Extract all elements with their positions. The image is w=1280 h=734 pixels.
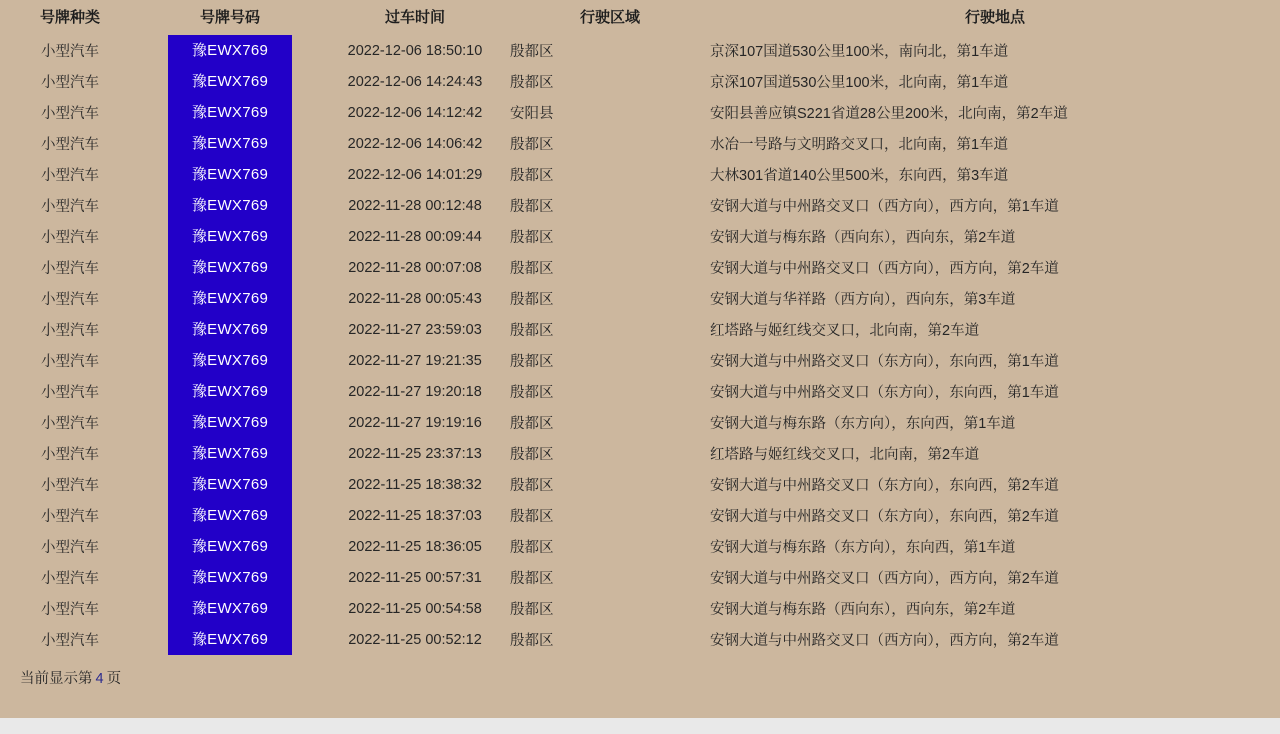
cell-pass-time: 2022-11-25 18:36:05 (348, 538, 482, 555)
cell-plate-type: 小型汽车 (41, 385, 99, 401)
cell-plate-type: 小型汽车 (41, 106, 99, 122)
table-row[interactable] (0, 438, 1280, 469)
cell-region: 殷都区 (510, 354, 554, 370)
cell-plate-type: 小型汽车 (41, 478, 99, 494)
plate-badge[interactable]: 豫EWX769 (168, 314, 292, 345)
cell-region: 殷都区 (510, 571, 554, 587)
cell-pass-time: 2022-11-25 00:57:31 (348, 569, 482, 586)
cell-region: 殷都区 (510, 199, 554, 215)
cell-plate-type: 小型汽车 (41, 323, 99, 339)
table-row[interactable] (0, 624, 1280, 655)
cell-plate-number (140, 66, 320, 97)
cell-location: 安钢大道与中州路交叉口（西方向），西方向，第2车道 (710, 261, 1059, 277)
cell-pass-time: 2022-11-25 18:37:03 (348, 507, 482, 524)
cell-plate-type: 小型汽车 (41, 230, 99, 246)
cell-plate-type: 小型汽车 (41, 602, 99, 618)
cell-region: 安阳县 (510, 106, 554, 122)
cell-plate-number (140, 159, 320, 190)
cell-plate-number (140, 407, 320, 438)
table-row[interactable] (0, 345, 1280, 376)
cell-location: 红塔路与姬红线交叉口，北向南，第2车道 (710, 447, 980, 463)
cell-plate-number (140, 531, 320, 562)
cell-location: 安钢大道与中州路交叉口（东方向），东向西，第1车道 (710, 354, 1059, 370)
table-header (0, 0, 1280, 35)
cell-plate-type: 小型汽车 (41, 447, 99, 463)
cell-region: 殷都区 (510, 230, 554, 246)
cell-pass-time: 2022-12-06 14:06:42 (347, 135, 483, 152)
plate-badge[interactable]: 豫EWX769 (168, 159, 292, 190)
cell-plate-number (140, 593, 320, 624)
cell-plate-number (140, 35, 320, 66)
cell-plate-number (140, 97, 320, 128)
cell-location: 红塔路与姬红线交叉口，北向南，第2车道 (710, 323, 980, 339)
cell-plate-type: 小型汽车 (41, 75, 99, 91)
cell-location: 安钢大道与中州路交叉口（东方向），东向西，第2车道 (710, 509, 1059, 525)
table-row[interactable] (0, 283, 1280, 314)
cell-location: 安钢大道与梅东路（东方向），东向西，第1车道 (710, 416, 1016, 432)
table-row[interactable] (0, 190, 1280, 221)
table-row[interactable] (0, 407, 1280, 438)
plate-badge[interactable]: 豫EWX769 (168, 593, 292, 624)
cell-region: 殷都区 (510, 168, 554, 184)
column-header-pass-time: 过车时间 (384, 9, 445, 26)
cell-plate-number (140, 438, 320, 469)
table-row[interactable] (0, 531, 1280, 562)
cell-plate-type: 小型汽车 (41, 509, 99, 525)
cell-plate-number (140, 221, 320, 252)
cell-pass-time: 2022-12-06 14:12:42 (347, 104, 483, 121)
cell-plate-number (140, 190, 320, 221)
plate-badge[interactable]: 豫EWX769 (168, 500, 292, 531)
cell-pass-time: 2022-11-25 00:52:12 (348, 631, 482, 648)
cell-location: 安钢大道与梅东路（西向东），西向东，第2车道 (710, 602, 1016, 618)
plate-badge[interactable]: 豫EWX769 (168, 531, 292, 562)
cell-pass-time: 2022-11-27 19:20:18 (348, 383, 482, 400)
table-row[interactable] (0, 314, 1280, 345)
plate-badge[interactable]: 豫EWX769 (168, 128, 292, 159)
cell-plate-type: 小型汽车 (41, 540, 99, 556)
cell-location: 安钢大道与梅东路（西向东），西向东，第2车道 (710, 230, 1016, 246)
cell-plate-type: 小型汽车 (41, 633, 99, 649)
plate-badge[interactable]: 豫EWX769 (168, 624, 292, 655)
cell-plate-number (140, 376, 320, 407)
cell-plate-number (140, 345, 320, 376)
cell-plate-type: 小型汽车 (41, 292, 99, 308)
cell-region: 殷都区 (510, 75, 554, 91)
cell-location: 安钢大道与中州路交叉口（西方向），西方向，第1车道 (710, 199, 1059, 215)
plate-badge[interactable]: 豫EWX769 (168, 345, 292, 376)
cell-region: 殷都区 (510, 292, 554, 308)
table-row[interactable] (0, 376, 1280, 407)
cell-location: 京深107国道530公里100米，南向北，第1车道 (710, 44, 1009, 60)
table-header-row (0, 0, 1280, 35)
cell-region: 殷都区 (510, 633, 554, 649)
plate-badge[interactable]: 豫EWX769 (168, 376, 292, 407)
cell-plate-type: 小型汽车 (41, 261, 99, 277)
cell-plate-number (140, 500, 320, 531)
table-row[interactable] (0, 500, 1280, 531)
cell-region: 殷都区 (510, 540, 554, 556)
cell-region: 殷都区 (510, 509, 554, 525)
cell-region: 殷都区 (510, 602, 554, 618)
cell-plate-number (140, 624, 320, 655)
plate-badge[interactable]: 豫EWX769 (168, 283, 292, 314)
pagination-status (0, 667, 1280, 688)
plate-badge[interactable]: 豫EWX769 (168, 35, 292, 66)
plate-badge[interactable]: 豫EWX769 (168, 469, 292, 500)
cell-pass-time: 2022-11-27 19:19:16 (348, 414, 482, 431)
plate-badge[interactable]: 豫EWX769 (168, 190, 292, 221)
cell-pass-time: 2022-11-28 00:07:08 (348, 259, 482, 276)
cell-region: 殷都区 (510, 416, 554, 432)
cell-plate-number (140, 283, 320, 314)
column-header-region: 行驶区域 (579, 9, 640, 26)
cell-plate-type: 小型汽车 (41, 354, 99, 370)
cell-plate-number (140, 469, 320, 500)
cell-plate-type: 小型汽车 (41, 416, 99, 432)
cell-location: 安钢大道与中州路交叉口（西方向），西方向，第2车道 (710, 633, 1059, 649)
cell-region: 殷都区 (510, 385, 554, 401)
table-row[interactable] (0, 97, 1280, 128)
cell-region: 殷都区 (510, 44, 554, 60)
column-header-plate-type: 号牌种类 (39, 9, 100, 26)
cell-plate-type: 小型汽车 (41, 44, 99, 60)
plate-badge[interactable]: 豫EWX769 (168, 562, 292, 593)
plate-badge[interactable]: 豫EWX769 (168, 252, 292, 283)
table-row[interactable] (0, 469, 1280, 500)
cell-location: 安阳县善应镇S221省道28公里200米，北向南，第2车道 (710, 106, 1068, 122)
cell-pass-time: 2022-12-06 18:50:10 (347, 42, 483, 59)
table-row[interactable] (0, 159, 1280, 190)
table-body (0, 35, 1280, 655)
cell-location: 安钢大道与中州路交叉口（东方向），东向西，第2车道 (710, 478, 1059, 494)
cell-pass-time: 2022-11-25 18:38:32 (348, 476, 482, 493)
cell-region: 殷都区 (510, 261, 554, 277)
cell-pass-time: 2022-12-06 14:01:29 (347, 166, 483, 183)
cell-location: 安钢大道与华祥路（西方向），西向东，第3车道 (710, 292, 1016, 308)
column-header-plate-number: 号牌号码 (199, 9, 260, 26)
plate-badge[interactable]: 豫EWX769 (168, 97, 292, 128)
cell-region: 殷都区 (510, 137, 554, 153)
cell-location: 大林301省道140公里500米，东向西，第3车道 (710, 168, 1009, 184)
cell-plate-number (140, 252, 320, 283)
table-row[interactable] (0, 252, 1280, 283)
cell-region: 殷都区 (510, 323, 554, 339)
cell-pass-time: 2022-11-28 00:12:48 (348, 197, 482, 214)
cell-pass-time: 2022-11-28 00:05:43 (348, 290, 482, 307)
plate-badge[interactable]: 豫EWX769 (168, 438, 292, 469)
cell-location: 安钢大道与中州路交叉口（西方向），西方向，第2车道 (710, 571, 1059, 587)
table-row[interactable] (0, 66, 1280, 97)
cell-pass-time: 2022-11-25 23:37:13 (348, 445, 482, 462)
cell-region: 殷都区 (510, 478, 554, 494)
cell-pass-time: 2022-11-27 23:59:03 (348, 321, 482, 338)
table-row[interactable] (0, 128, 1280, 159)
table-row[interactable] (0, 35, 1280, 66)
column-header-location: 行驶地点 (964, 9, 1025, 26)
pagination-page-number[interactable]: 4 (95, 671, 104, 687)
pagination-suffix: 页 (106, 671, 122, 687)
cell-pass-time: 2022-11-28 00:09:44 (348, 228, 482, 245)
cell-plate-number (140, 314, 320, 345)
cell-plate-type: 小型汽车 (41, 571, 99, 587)
cell-plate-number (140, 128, 320, 159)
cell-location: 安钢大道与梅东路（东方向），东向西，第1车道 (710, 540, 1016, 556)
table-row[interactable] (0, 221, 1280, 252)
cell-location: 安钢大道与中州路交叉口（东方向），东向西，第1车道 (710, 385, 1059, 401)
cell-plate-type: 小型汽车 (41, 199, 99, 215)
cell-region: 殷都区 (510, 447, 554, 463)
cell-plate-type: 小型汽车 (41, 168, 99, 184)
cell-plate-type: 小型汽车 (41, 137, 99, 153)
plate-badge[interactable]: 豫EWX769 (168, 407, 292, 438)
cell-plate-number (140, 562, 320, 593)
table-row[interactable] (0, 562, 1280, 593)
plate-badge[interactable]: 豫EWX769 (168, 66, 292, 97)
cell-pass-time: 2022-11-27 19:21:35 (348, 352, 482, 369)
pagination-prefix: 当前显示第 (20, 671, 93, 687)
cell-pass-time: 2022-11-25 00:54:58 (348, 600, 482, 617)
plate-badge[interactable]: 豫EWX769 (168, 221, 292, 252)
cell-location: 京深107国道530公里100米，北向南，第1车道 (710, 75, 1009, 91)
cell-pass-time: 2022-12-06 14:24:43 (347, 73, 483, 90)
table-row[interactable] (0, 593, 1280, 624)
bottom-strip (0, 718, 1280, 734)
cell-location: 水冶一号路与文明路交叉口，北向南，第1车道 (710, 137, 1009, 153)
